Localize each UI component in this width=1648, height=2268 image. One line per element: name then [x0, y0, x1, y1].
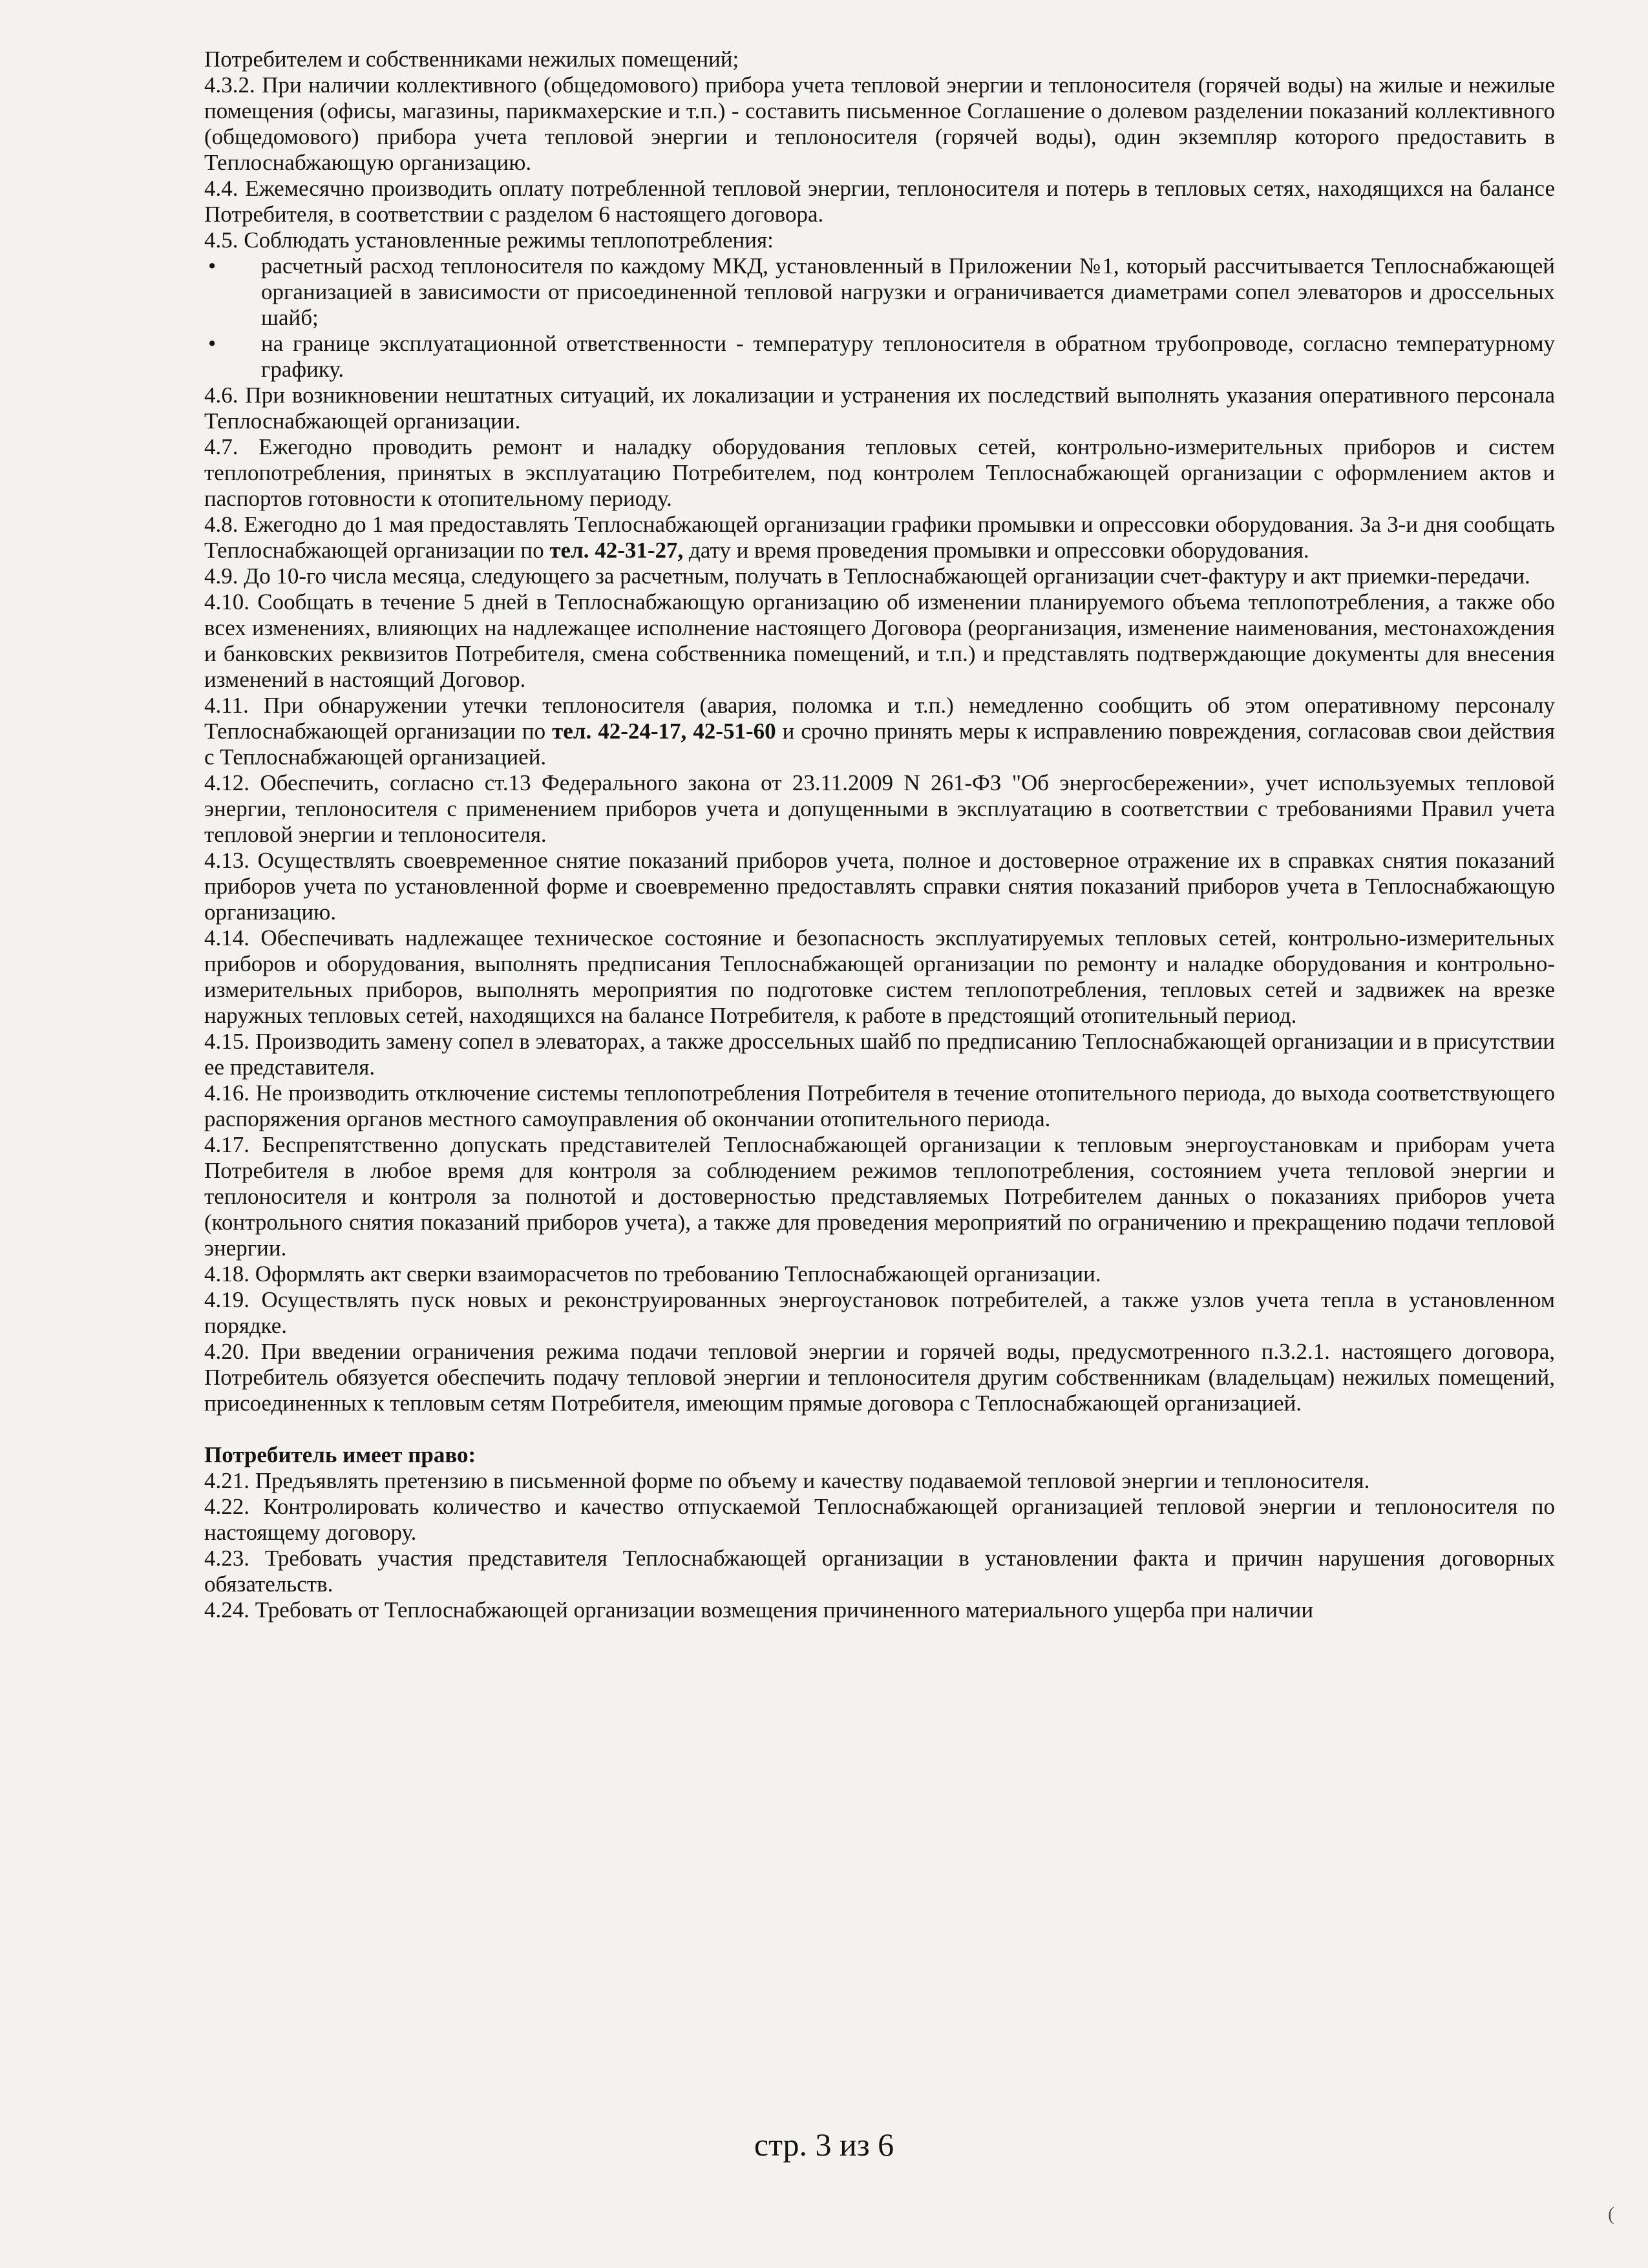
paragraph-4-11-text-a: 4.11. При обнаружении утечки теплоносителя (авария, поломка и т.п.) немедленно сообщить об этом оперативному персоналу Теплоснабжающей организации по [204, 693, 1555, 744]
paragraph-4-18: 4.18. Оформлять акт сверки взаиморасчетов по требованию Теплоснабжающей организации. [204, 1261, 1101, 1286]
paragraph-4-8 [204, 512, 1555, 563]
paragraph-4-3-2: 4.3.2. При наличии коллективного (общедомового) прибора учета тепловой энергии и теплоносителя (горячей воды) на жилые и нежилые помещения (офисы, магазины, парикмахерские и т.п.) - составить письменное Соглашение о долевом разделении показаний коллективного (общедомового) прибора учета тепловой энергии и теплоносителя (горячей воды), один экземпляр которого предоставить в Теплоснабжающую организацию. [204, 72, 1555, 175]
paragraph-4-12: 4.12. Обеспечить, согласно ст.13 Федерального закона от 23.11.2009 N 261-ФЗ "Об энергосбережении», учет используемых тепловой энергии, теплоносителя с применением приборов учета и допущенными в эксплуатацию в соответствии с требованиями Правил учета тепловой энергии и теплоносителя. [204, 770, 1555, 847]
paragraph-4-9: 4.9. До 10-го числа месяца, следующего за расчетным, получать в Теплоснабжающей организации счет-фактуру и акт приемки-передачи. [204, 563, 1530, 589]
section-heading-consumer-rights: Потребитель имеет право: [204, 1442, 476, 1467]
paragraph-4-8-text-a: 4.8. Ежегодно до 1 мая предоставлять Теплоснабжающей организации графики промывки и опрессовки оборудования. За 3-и дня сообщать Теплоснабжающей организации по [204, 512, 1555, 563]
paragraph-4-20: 4.20. При введении ограничения режима подачи тепловой энергии и горячей воды, предусмотренного п.3.2.1. настоящего договора, Потребитель обязуется обеспечить подачу тепловой энергии и теплоносителя другим собственникам (владельцам) нежилых помещений, присоединенных к тепловым сетям Потребителя, имеющим прямые договора с Теплоснабжающей организацией. [204, 1339, 1555, 1416]
document-body [204, 47, 1555, 1623]
page-number: стр. 3 из 6 [754, 2126, 894, 2163]
paragraph-4-6: 4.6. При возникновении нештатных ситуаций, их локализации и устранения их последствий выполнять указания оперативного персонала Теплоснабжающей организации. [204, 383, 1555, 434]
paragraph-4-5: 4.5. Соблюдать установленные режимы теплопотребления: [204, 227, 774, 253]
bullet-item-flow-rate: • расчетный расход теплоносителя по каждому МКД, установленный в Приложении №1, который рассчитывается Теплоснабжающей организацией в зависимости от присоединенной тепловой нагрузки и ограничивается диаметрами сопел элеваторов и дроссельных шайб; [261, 253, 1555, 331]
paragraph-4-10: 4.10. Сообщать в течение 5 дней в Теплоснабжающую организацию об изменении планируемого объема теплопотребления, а также обо всех изменениях, влияющих на надлежащее исполнение настоящего Договора (реорганизация, изменение наименования, местонахождения и банковских реквизитов Потребителя, смена собственника помещений, и т.п.) и представлять подтверждающие документы для внесения изменений в настоящий Договор. [204, 589, 1555, 692]
regime-bullet-list [204, 253, 1555, 383]
paragraph-4-24: 4.24. Требовать от Теплоснабжающей организации возмещения причиненного материального ущерба при наличии [204, 1597, 1314, 1622]
paragraph-4-4: 4.4. Ежемесячно производить оплату потребленной тепловой энергии, теплоносителя и потерь в тепловых сетях, находящихся на балансе Потребителя, в соответствии с разделом 6 настоящего договора. [204, 176, 1555, 227]
paragraph-continuation: Потребителем и собственниками нежилых помещений; [204, 47, 739, 72]
paragraph-4-16: 4.16. Не производить отключение системы теплопотребления Потребителя в течение отопительного периода, до выхода соответствующего распоряжения органов местного самоуправления об окончании отопительного периода. [204, 1080, 1555, 1131]
bullet-item-temperature: • на границе эксплуатационной ответственности - температуру теплоносителя в обратном трубопроводе, согласно температурному графику. [261, 331, 1555, 383]
paragraph-4-11-text-b: и срочно принять меры к исправлению повреждения, согласовав свои действия с Теплоснабжающей организацией. [204, 719, 1555, 770]
phone-number: тел. 42-31-27, [549, 538, 684, 563]
phone-numbers: тел. 42-24-17, 42-51-60 [552, 719, 776, 744]
section-spacer [204, 1416, 1555, 1442]
paragraph-4-22: 4.22. Контролировать количество и качество отпускаемой Теплоснабжающей организацией тепловой энергии и теплоносителя по настоящему договору. [204, 1494, 1555, 1545]
paragraph-4-8-text-b: дату и время проведения промывки и опрессовки оборудования. [683, 538, 1309, 563]
margin-mark: ( [1608, 2203, 1614, 2225]
paragraph-4-17: 4.17. Беспрепятственно допускать представителей Теплоснабжающей организации к тепловым энергоустановкам и приборам учета Потребителя в любое время для контроля за соблюдением режимов теплопотребления, состоянием учета тепловой энергии и теплоносителя и контроля за полнотой и достоверностью представляемых Потребителем данных о показаниях приборов учета (контрольного снятия показаний приборов учета), а также для проведения мероприятий по ограничению и прекращению подачи тепловой энергии. [204, 1132, 1555, 1261]
paragraph-4-13: 4.13. Осуществлять своевременное снятие показаний приборов учета, полное и достоверное отражение их в справках снятия показаний приборов учета по установленной форме и своевременно предоставлять справки снятия показаний приборов учета в Теплоснабжающую организацию. [204, 848, 1555, 925]
paragraph-4-21: 4.21. Предъявлять претензию в письменной форме по объему и качеству подаваемой тепловой энергии и теплоносителя. [204, 1468, 1370, 1493]
paragraph-4-11 [204, 693, 1555, 770]
paragraph-4-14: 4.14. Обеспечивать надлежащее техническое состояние и безопасность эксплуатируемых тепловых сетей, контрольно-измерительных приборов и оборудования, выполнять предписания Теплоснабжающей организации по ремонту и наладке оборудования и контрольно-измерительных приборов, выполнять мероприятия по подготовке систем теплопотребления, тепловых сетей и задвижек на врезке наружных тепловых сетей, находящихся на балансе Потребителя, к работе в предстоящий отопительный период. [204, 925, 1555, 1028]
paragraph-4-19: 4.19. Осуществлять пуск новых и реконструированных энергоустановок потребителей, а также узлов учета тепла в установленном порядке. [204, 1287, 1555, 1338]
paragraph-4-15: 4.15. Производить замену сопел в элеваторах, а также дроссельных шайб по предписанию Теплоснабжающей организации и в присутствии ее представителя. [204, 1029, 1555, 1080]
paragraph-4-7: 4.7. Ежегодно проводить ремонт и наладку оборудования тепловых сетей, контрольно-измерительных приборов и систем теплопотребления, принятых в эксплуатацию Потребителем, под контролем Теплоснабжающей организации с оформлением актов и паспортов готовности к отопительному периоду. [204, 434, 1555, 511]
paragraph-4-23: 4.23. Требовать участия представителя Теплоснабжающей организации в установлении факта и причин нарушения договорных обязательств. [204, 1546, 1555, 1597]
